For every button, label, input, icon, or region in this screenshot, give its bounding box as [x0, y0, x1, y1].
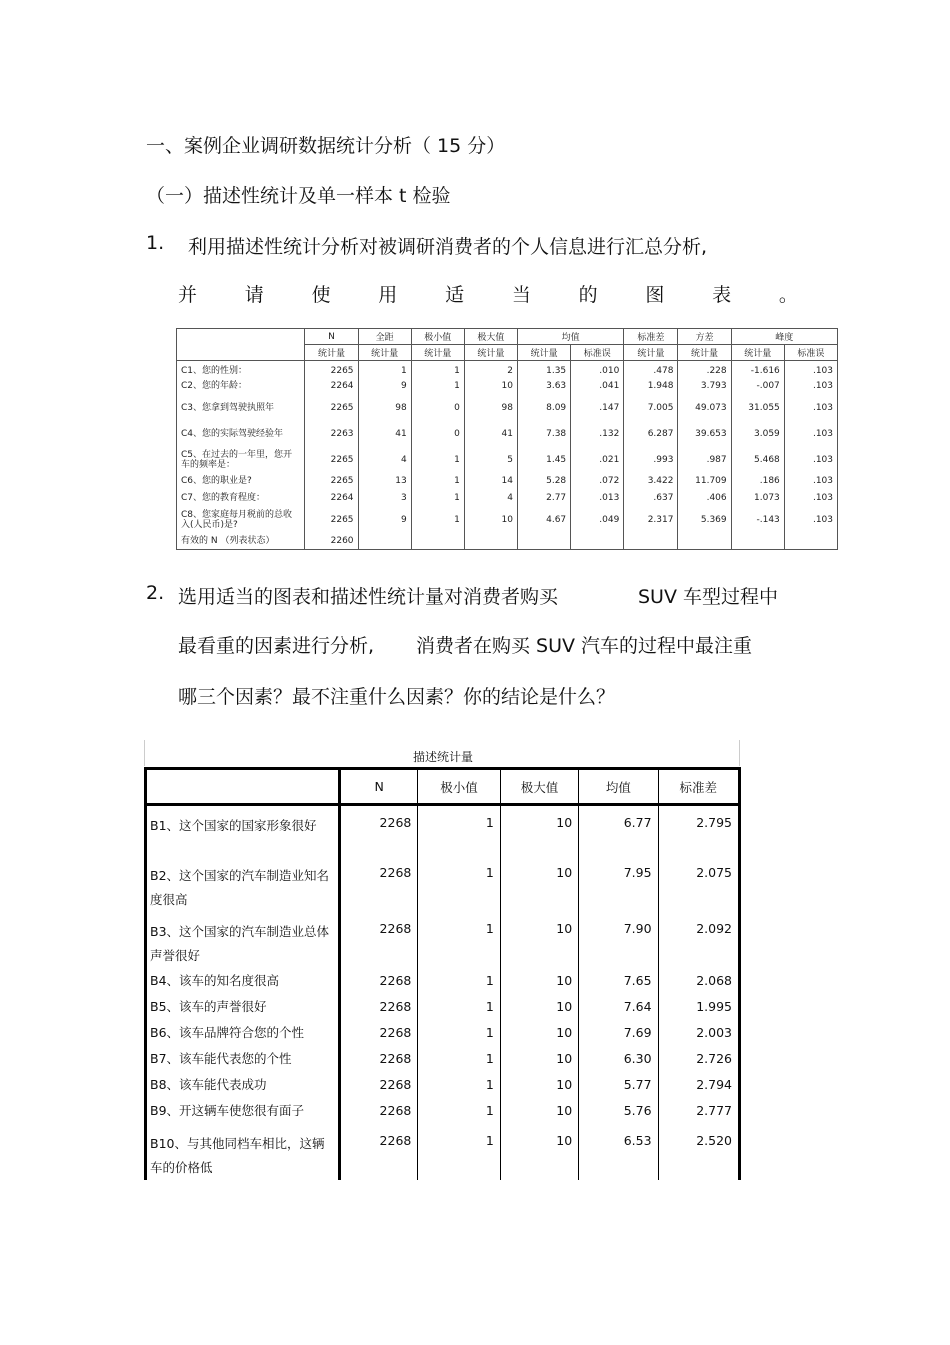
- table1-cell: .993: [624, 447, 678, 473]
- table1-cell: 39.653: [678, 421, 731, 447]
- table1-cell: .406: [678, 490, 731, 507]
- table1-cell: 49.073: [678, 395, 731, 421]
- table1-cell: [358, 533, 411, 550]
- table2-row: [146, 856, 740, 912]
- table2-cell-n: 2268: [339, 994, 417, 1020]
- table1-cell: 1: [411, 361, 464, 378]
- table2-cell-sd: 2.726: [658, 1046, 739, 1072]
- table2-cell-n: 2268: [339, 1124, 417, 1180]
- table2-cell-n: 2268: [339, 805, 417, 856]
- table2-cell-sd: 2.795: [658, 805, 739, 856]
- table1-sub-header: 标准误: [784, 345, 837, 361]
- table2-cell-max: 10: [500, 856, 578, 912]
- table2-cell-sd: 2.794: [658, 1072, 739, 1098]
- table1-row-label: C5、在过去的一年里，您开车的频率是：: [177, 447, 305, 473]
- table1-cell: 0: [411, 395, 464, 421]
- table1-cell: 0: [411, 421, 464, 447]
- table1-cell: 2.317: [624, 507, 678, 533]
- table1-cell: .103: [784, 507, 837, 533]
- table1-sub-header: 统计量: [678, 345, 731, 361]
- table1-group-header: 均值: [518, 329, 624, 345]
- table2-cell-mean: 7.95: [579, 856, 658, 912]
- table1-cell: -.143: [731, 507, 784, 533]
- table1-cell: 2263: [305, 421, 358, 447]
- question-2-line3: 哪三个因素？最不注重什么因素？你的结论是什么？: [178, 686, 616, 708]
- table1-cell: 9: [358, 507, 411, 533]
- table2-cell-max: 10: [500, 805, 578, 856]
- table1-cell: .147: [571, 395, 624, 421]
- table1-cell: 14: [464, 473, 517, 490]
- table1-cell: 11.709: [678, 473, 731, 490]
- table1-cell: .072: [571, 473, 624, 490]
- spread-char: 使: [311, 284, 331, 306]
- table2-row: [146, 1020, 740, 1046]
- table1-cell: [731, 533, 784, 550]
- table1-cell: 2264: [305, 490, 358, 507]
- table1-sub-header: 统计量: [358, 345, 411, 361]
- question-2-line2b: 消费者在购买 SUV 汽车的过程中最注重: [416, 635, 753, 657]
- table1-cell: 2265: [305, 473, 358, 490]
- table2-row-label: B5、该车的声誉很好: [146, 994, 340, 1020]
- table2-row-label: B8、该车能代表成功: [146, 1072, 340, 1098]
- table1-cell: 1: [411, 473, 464, 490]
- table1-group-header: N: [305, 329, 358, 345]
- question-1-number: 1.: [146, 232, 165, 254]
- table1-cell: 5: [464, 447, 517, 473]
- table1-cell: .103: [784, 447, 837, 473]
- table2-corner: [146, 769, 340, 805]
- table1-group-header: 全距: [358, 329, 411, 345]
- table1-cell: .478: [624, 361, 678, 378]
- table2-cell-min: 1: [418, 968, 500, 994]
- table2-cell-max: 10: [500, 994, 578, 1020]
- table1-cell: 3.422: [624, 473, 678, 490]
- table2-cell-n: 2268: [339, 1020, 417, 1046]
- table1-row: [177, 533, 838, 550]
- table1-cell: 1: [411, 447, 464, 473]
- table2-cell-min: 1: [418, 856, 500, 912]
- table1-cell: .103: [784, 421, 837, 447]
- table1-cell: 1: [411, 490, 464, 507]
- table2-caption: 描述统计量: [412, 750, 473, 764]
- table2-row-label: B7、该车能代表您的个性: [146, 1046, 340, 1072]
- table1-sub-header: 统计量: [624, 345, 678, 361]
- table1-group-header: 极小值: [411, 329, 464, 345]
- table1-sub-header: 统计量: [411, 345, 464, 361]
- table1-cell: 98: [358, 395, 411, 421]
- table1-cell: 2264: [305, 378, 358, 395]
- table1-cell: [624, 533, 678, 550]
- spread-char: 的: [578, 284, 598, 306]
- table1-row-label: 有效的 N （列表状态）: [177, 533, 305, 550]
- table1-cell: 98: [464, 395, 517, 421]
- table1-cell: 1: [411, 378, 464, 395]
- table1-corner: [177, 329, 305, 361]
- table1-cell: 3: [358, 490, 411, 507]
- spread-char: 请: [244, 284, 264, 306]
- table1-group-header: 方差: [678, 329, 731, 345]
- table1-row-label: C3、您拿到驾驶执照年: [177, 395, 305, 421]
- table1-cell: 2260: [305, 533, 358, 550]
- table1-cell: 3.63: [518, 378, 571, 395]
- table2-cell-sd: 2.068: [658, 968, 739, 994]
- table1-cell: 9: [358, 378, 411, 395]
- table2-row-label: B6、该车品牌符合您的个性: [146, 1020, 340, 1046]
- table2-row-label: B3、这个国家的汽车制造业总体声誉很好: [146, 912, 340, 968]
- table1-cell: 2265: [305, 361, 358, 378]
- table1-cell: [571, 533, 624, 550]
- table1-cell: [464, 533, 517, 550]
- table1-row-label: C7、您的教育程度：: [177, 490, 305, 507]
- table2-cell-max: 10: [500, 1098, 578, 1124]
- spread-char: 表: [712, 284, 732, 306]
- table1-cell: .041: [571, 378, 624, 395]
- table1-cell: 7.005: [624, 395, 678, 421]
- table1-row: [177, 507, 838, 533]
- table2-header-sd: 标准差: [658, 769, 739, 805]
- table2-cell-min: 1: [418, 805, 500, 856]
- question-2-line1a: 选用适当的图表和描述性统计量对消费者购买: [178, 586, 559, 608]
- table1-sub-header: 统计量: [464, 345, 517, 361]
- table1-cell: .049: [571, 507, 624, 533]
- table1-cell: [678, 533, 731, 550]
- table1-cell: 10: [464, 507, 517, 533]
- question-2-number: 2.: [146, 582, 165, 604]
- table2-cell-n: 2268: [339, 1098, 417, 1124]
- table1-cell: .010: [571, 361, 624, 378]
- table1-cell: 5.369: [678, 507, 731, 533]
- table1-cell: .103: [784, 490, 837, 507]
- table1-cell: -.007: [731, 378, 784, 395]
- table1-cell: 10: [464, 378, 517, 395]
- table1-cell: .021: [571, 447, 624, 473]
- table2-cell-max: 10: [500, 1124, 578, 1180]
- table1-cell: 3.793: [678, 378, 731, 395]
- table1-row-label: C4、您的实际驾驶经验年: [177, 421, 305, 447]
- table2-cell-mean: 5.77: [579, 1072, 658, 1098]
- table1-cell: -1.616: [731, 361, 784, 378]
- table1-cell: [411, 533, 464, 550]
- table2-cell-min: 1: [418, 994, 500, 1020]
- table1-row: [177, 473, 838, 490]
- table1-cell: 4.67: [518, 507, 571, 533]
- table2-cell-max: 10: [500, 1046, 578, 1072]
- table2-row-label: B2、这个国家的汽车制造业知名度很高: [146, 856, 340, 912]
- table1-cell: .103: [784, 361, 837, 378]
- subsection-heading: （一）描述性统计及单一样本 t 检验: [146, 185, 451, 207]
- table2-cell-min: 1: [418, 1072, 500, 1098]
- question-1-continuation: [178, 280, 798, 307]
- table1-cell: 8.09: [518, 395, 571, 421]
- table1-cell: 13: [358, 473, 411, 490]
- table1-cell: 31.055: [731, 395, 784, 421]
- table1-sub-header: 标准误: [571, 345, 624, 361]
- table2-cell-max: 10: [500, 912, 578, 968]
- table2-cell-sd: 2.075: [658, 856, 739, 912]
- table1-row-label: C2、您的年龄：: [177, 378, 305, 395]
- personal-info-stats-table: [176, 328, 838, 550]
- spread-char: 并: [178, 284, 198, 306]
- table1-row: [177, 395, 838, 421]
- table2-cell-n: 2268: [339, 912, 417, 968]
- table2-row: [146, 1072, 740, 1098]
- table1-group-header: 标准差: [624, 329, 678, 345]
- table1-row-label: C8、您家庭每月税前的总收入(人民币)是?: [177, 507, 305, 533]
- table1-cell: .132: [571, 421, 624, 447]
- table1-cell: [518, 533, 571, 550]
- table1-row-label: C1、您的性别：: [177, 361, 305, 378]
- table1-cell: 6.287: [624, 421, 678, 447]
- table2-row: [146, 994, 740, 1020]
- table1-cell: 7.38: [518, 421, 571, 447]
- table1-cell: 41: [358, 421, 411, 447]
- table2-cell-n: 2268: [339, 1072, 417, 1098]
- table1-row: [177, 361, 838, 378]
- table1-cell: .103: [784, 378, 837, 395]
- table2-cell-mean: 7.90: [579, 912, 658, 968]
- table1-cell: 3.059: [731, 421, 784, 447]
- table2-row: [146, 968, 740, 994]
- table1-cell: 2265: [305, 507, 358, 533]
- table1-sub-header: 统计量: [731, 345, 784, 361]
- table1-cell: 2.77: [518, 490, 571, 507]
- table1-cell: 4: [358, 447, 411, 473]
- table2-row: [146, 1046, 740, 1072]
- table2-row: [146, 912, 740, 968]
- table2-cell-min: 1: [418, 1020, 500, 1046]
- table2-header-min: 极小值: [418, 769, 500, 805]
- table1-row: [177, 490, 838, 507]
- table1-sub-header: 统计量: [305, 345, 358, 361]
- table2-header-max: 极大值: [500, 769, 578, 805]
- table2-cell-max: 10: [500, 968, 578, 994]
- table1-cell: 1.45: [518, 447, 571, 473]
- table2-frame-left: [144, 740, 145, 766]
- table1-cell: 1: [358, 361, 411, 378]
- spread-char: 当: [511, 284, 531, 306]
- table2-cell-min: 1: [418, 1098, 500, 1124]
- table1-group-header: 峰度: [731, 329, 837, 345]
- table1-cell: .228: [678, 361, 731, 378]
- table1-cell: 2265: [305, 447, 358, 473]
- table1-cell: .186: [731, 473, 784, 490]
- table2-row-label: B9、开这辆车使您很有面子: [146, 1098, 340, 1124]
- table1-row: [177, 378, 838, 395]
- table2-cell-mean: 6.77: [579, 805, 658, 856]
- table1-cell: 41: [464, 421, 517, 447]
- table1-cell: 1.073: [731, 490, 784, 507]
- table1-cell: [784, 533, 837, 550]
- table1-cell: 1: [411, 507, 464, 533]
- table2-header-n: N: [339, 769, 417, 805]
- table1-row: [177, 447, 838, 473]
- suv-factor-stats-table: [144, 767, 741, 1180]
- table2-cell-n: 2268: [339, 1046, 417, 1072]
- table1-cell: 2265: [305, 395, 358, 421]
- spread-char: 适: [445, 284, 465, 306]
- table2-row-label: B10、与其他同档车相比，这辆车的价格低: [146, 1124, 340, 1180]
- table1-cell: 1.35: [518, 361, 571, 378]
- spread-char: 。: [778, 284, 798, 306]
- table2-cell-max: 10: [500, 1020, 578, 1046]
- table2-cell-n: 2268: [339, 856, 417, 912]
- spread-char: 图: [645, 284, 665, 306]
- spread-char: 用: [378, 284, 398, 306]
- table2-cell-min: 1: [418, 1046, 500, 1072]
- table2-cell-n: 2268: [339, 968, 417, 994]
- question-2-line1b: SUV 车型过程中: [638, 586, 779, 608]
- table1-row: [177, 421, 838, 447]
- table1-cell: 4: [464, 490, 517, 507]
- table2-cell-sd: 2.092: [658, 912, 739, 968]
- table1-cell: .987: [678, 447, 731, 473]
- table2-cell-mean: 6.30: [579, 1046, 658, 1072]
- table2-cell-mean: 7.65: [579, 968, 658, 994]
- question-1-text: 利用描述性统计分析对被调研消费者的个人信息进行汇总分析,: [188, 236, 708, 258]
- table1-sub-header: 统计量: [518, 345, 571, 361]
- table2-cell-min: 1: [418, 1124, 500, 1180]
- question-2-line2a: 最看重的因素进行分析,: [178, 635, 375, 657]
- table2-row: [146, 1098, 740, 1124]
- table2-row-label: B4、该车的知名度很高: [146, 968, 340, 994]
- table2-cell-mean: 6.53: [579, 1124, 658, 1180]
- table2-cell-sd: 2.003: [658, 1020, 739, 1046]
- table2-cell-mean: 7.69: [579, 1020, 658, 1046]
- table1-cell: 5.468: [731, 447, 784, 473]
- table2-cell-sd: 1.995: [658, 994, 739, 1020]
- table2-cell-mean: 7.64: [579, 994, 658, 1020]
- table1-cell: 2: [464, 361, 517, 378]
- table2-row: [146, 1124, 740, 1180]
- table1-cell: .103: [784, 395, 837, 421]
- table1-cell: 1.948: [624, 378, 678, 395]
- table1-cell: .013: [571, 490, 624, 507]
- table2-cell-max: 10: [500, 1072, 578, 1098]
- table2-header-mean: 均值: [579, 769, 658, 805]
- table1-cell: 5.28: [518, 473, 571, 490]
- section-heading: 一、案例企业调研数据统计分析（ 15 分）: [146, 135, 506, 157]
- table1-row-label: C6、您的职业是?: [177, 473, 305, 490]
- table2-row-label: B1、这个国家的国家形象很好: [146, 805, 340, 856]
- table2-cell-sd: 2.520: [658, 1124, 739, 1180]
- table2-cell-sd: 2.777: [658, 1098, 739, 1124]
- table2-row: [146, 805, 740, 856]
- table1-cell: .637: [624, 490, 678, 507]
- table2-cell-mean: 5.76: [579, 1098, 658, 1124]
- table1-cell: .103: [784, 473, 837, 490]
- table2-cell-min: 1: [418, 912, 500, 968]
- table1-group-header: 极大值: [464, 329, 517, 345]
